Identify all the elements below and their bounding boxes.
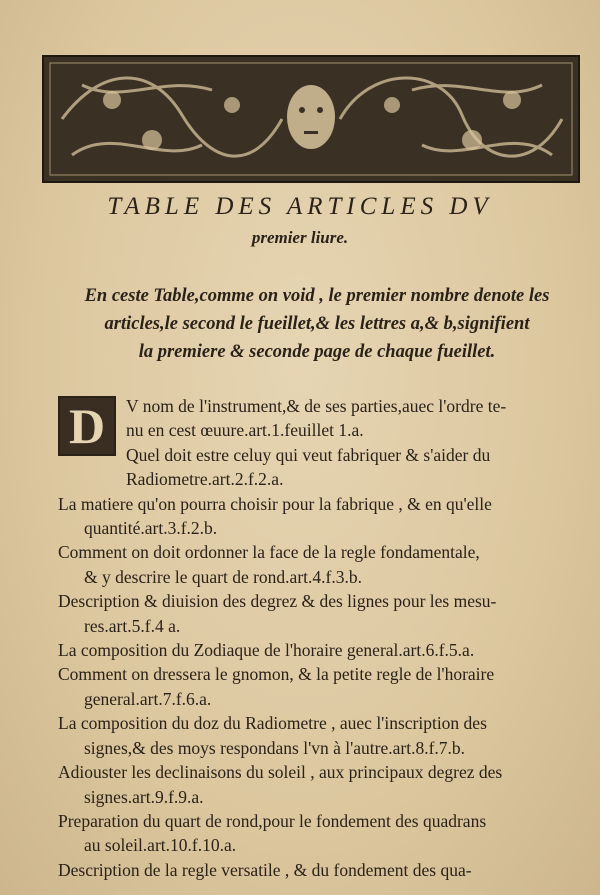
list-item: V nom de l'instrument,& de ses parties,auec l'ordre te- nu en cest œuure.art.1.feuillet 1.a. bbox=[126, 396, 507, 441]
table-of-articles bbox=[58, 394, 586, 882]
page-title: TABLE DES ARTICLES DV bbox=[107, 193, 493, 220]
intro-line: la premiere & seconde page de chaque fueillet. bbox=[138, 342, 496, 362]
intro-line: En ceste Table,comme on void , le premier nombre denote les bbox=[84, 286, 550, 306]
list-item: La composition du Zodiaque de l'horaire general.art.6.f.5.a. bbox=[58, 640, 475, 661]
list-item: Quel doit estre celuy qui veut fabriquer & s'aider du Radiometre.art.2.f.2.a. bbox=[126, 444, 491, 490]
list-item: Preparation du quart de rond,pour le fondement des quadrans au soleil.art.10.f.10.a. bbox=[58, 810, 487, 856]
list-item: Comment on doit ordonner la face de la regle fondamentale, & y descrire le quart de rond.art.4.f.3.b. bbox=[58, 542, 480, 587]
drop-capital: D bbox=[58, 396, 116, 456]
list-item: La matiere qu'on pourra choisir pour la fabrique , & en qu'elle quantité.art.3.f.2.b. bbox=[58, 493, 492, 539]
intro-line: articles,le second le fueillet,& les lettres a,& b,signifient bbox=[104, 314, 530, 334]
ornamental-headpiece bbox=[42, 55, 580, 183]
mask-face bbox=[287, 85, 335, 149]
list-item: Description & diuision des degrez & des lignes pour les mesu- res.art.5.f.4 a. bbox=[58, 591, 497, 636]
list-item: Adiouster les declinaisons du soleil , aux principaux degrez des signes.art.9.f.9.a. bbox=[58, 762, 503, 807]
list-item: La composition du doz du Radiometre , auec l'inscription des signes,& des moys respondans l'vn à l'autre.art.8.f.7.b. bbox=[58, 713, 487, 758]
first-entries bbox=[58, 394, 586, 492]
page-subtitle: premier liure. bbox=[251, 228, 349, 247]
list-item: Description de la regle versatile , & du fondement des qua- bbox=[58, 859, 472, 880]
intro-paragraph bbox=[52, 282, 582, 366]
list-item: Comment on dressera le gnomon, & la petite regle de l'horaire general.art.7.f.6.a. bbox=[58, 664, 495, 709]
